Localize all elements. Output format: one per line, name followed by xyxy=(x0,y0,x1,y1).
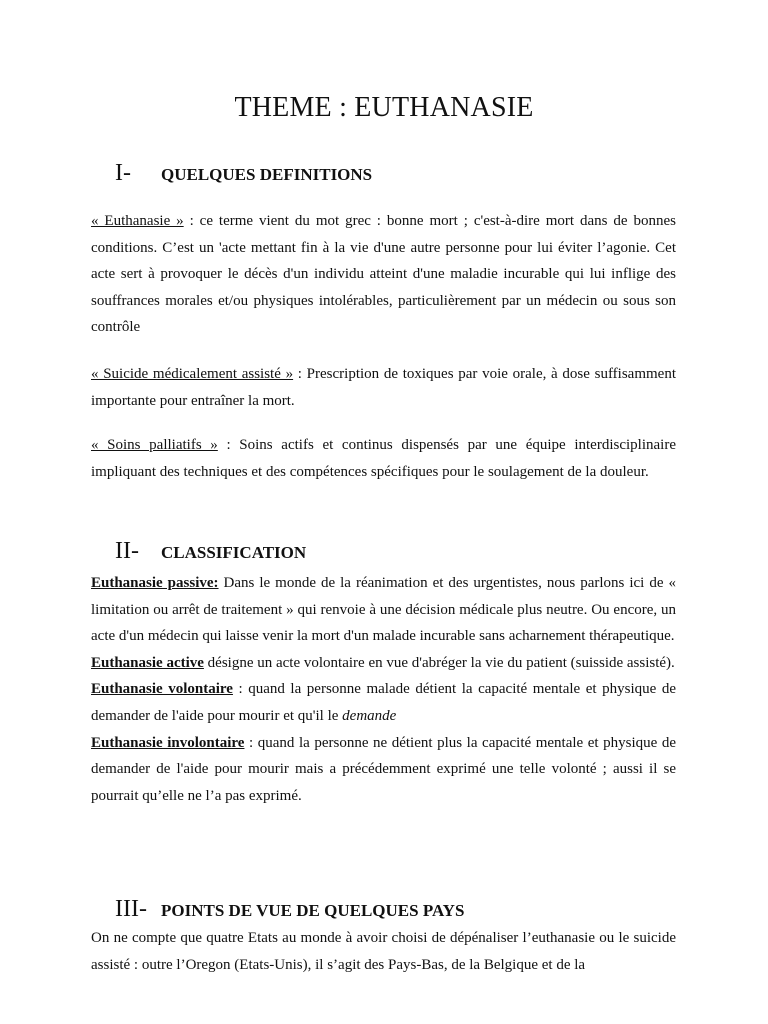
classification-text: désigne un acte volontaire en vue d'abréger la vie du patient (suisside assisté). xyxy=(203,654,675,671)
classification-text: Dans le monde de la réanimation et des urgentistes, nous parlons ici de « limitation ou arrêt de traitement » qui renvoie à une décision médicale plus neutre. Ou encore, un acte d'un médecin qui laisse venir la mort d'un malade incurable sans acharnement thérapeutique. xyxy=(91,575,676,645)
section-number: II- xyxy=(115,538,139,564)
classification-involontaire xyxy=(91,730,676,810)
classification-term: Euthanasie passive: xyxy=(91,575,219,591)
document-title: THEME : EUTHANASIE xyxy=(234,92,534,123)
section-title: CLASSIFICATION xyxy=(161,543,307,562)
classification-block xyxy=(91,570,676,809)
section-title: POINTS DE VUE DE QUELQUES PAYS xyxy=(161,901,465,920)
definition-text: : Soins actifs et continus dispensés par une équipe interdisciplinaire impliquant des techniques et des compétences spécifiques pour le soulagement de la douleur. xyxy=(91,437,676,480)
definition-text: : ce terme vient du mot grec : bonne mort ; c'est-à-dire mort dans de bonnes conditions. C’est un 'acte mettant fin à la vie d'une autre personne pour lui éviter l’agonie. Cet acte sert à provoquer le décès d'un individu atteint d'une maladie incurable qui lui inflige des souffrances morales et/ou physiques intolérables, particulièrement par un médecin ou sous son contrôle xyxy=(91,213,676,335)
section-heading-definitions xyxy=(115,160,372,187)
classification-term: Euthanasie involontaire xyxy=(91,734,245,751)
definition-term: « Suicide médicalement assisté » xyxy=(91,366,294,382)
section-heading-classification xyxy=(115,538,306,565)
section-heading-pays xyxy=(115,896,464,923)
definition-term: « Soins palliatifs » xyxy=(91,437,218,453)
definition-soins-palliatifs xyxy=(91,432,676,485)
countries-paragraph: On ne compte que quatre Etats au monde à avoir choisi de dépénaliser l’euthanasie ou le suicide assisté : outre l’Oregon (Etats-Unis), il s’agit des Pays-Bas, de la Belgique et de la xyxy=(91,930,676,973)
classification-emphasis: demande xyxy=(342,707,397,724)
definition-suicide-assiste xyxy=(91,361,676,414)
definition-text: : Prescription de toxiques par voie orale, à dose suffisamment importante pour entraîner la mort. xyxy=(91,366,676,409)
classification-term: Euthanasie volontaire xyxy=(91,681,233,698)
classification-active xyxy=(91,650,676,677)
definition-term: « Euthanasie » xyxy=(91,213,184,229)
section-number: I- xyxy=(115,160,131,186)
classification-volontaire xyxy=(91,676,676,729)
definition-euthanasie xyxy=(91,208,676,341)
classification-term: Euthanasie active xyxy=(91,654,204,671)
classification-text: : quand la personne malade détient la capacité mentale et physique de demander de l'aide pour mourir et qu'il le xyxy=(91,681,676,724)
section-title: QUELQUES DEFINITIONS xyxy=(161,165,373,184)
classification-passive xyxy=(91,570,676,650)
section-number: III- xyxy=(115,896,147,922)
classification-text: : quand la personne ne détient plus la capacité mentale et physique de demander de l'aide pour mourir mais a précédemment exprimé une telle volonté ; aussi il se pourrait qu’elle ne l’a pas exprimé. xyxy=(91,734,676,804)
